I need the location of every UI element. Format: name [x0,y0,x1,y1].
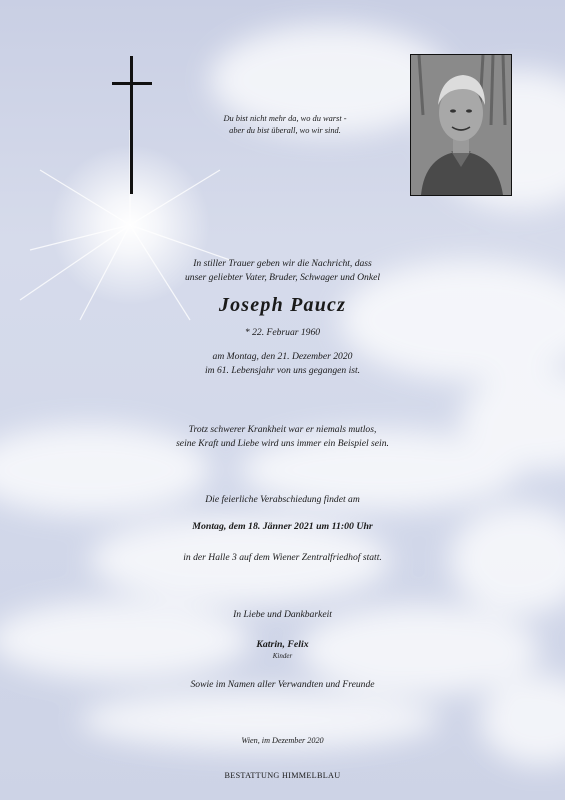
quote-line-1: Du bist nicht mehr da, wo du warst - [223,114,347,123]
mourners-intro: In Liebe und Dankbarkeit [233,609,332,620]
mourners-others: Sowie im Namen aller Verwandten und Freunde [190,679,375,690]
death-info [80,350,485,378]
ceremony-intro: Die feierliche Verabschiedung findet am [205,494,360,505]
portrait-photo [410,54,512,196]
birth-date: * 22. Februar 1960 [244,327,321,338]
announcement-line-1: In stiller Trauer geben wir die Nachricht, dass [193,258,372,269]
tribute-line-2: seine Kraft und Liebe wird uns immer ein Beispiel sein. [176,438,389,449]
quote-line-2: aber du bist überall, wo wir sind. [229,126,341,135]
death-age: im 61. Lebensjahr von uns gegangen ist. [204,365,361,376]
place-date: Wien, im Dezember 2020 [241,736,324,745]
announcement-intro [80,257,485,285]
cross-icon [130,56,133,194]
death-date: am Montag, den 21. Dezember 2020 [212,351,353,362]
ceremony-location: in der Halle 3 auf dem Wiener Zentralfriedhof statt. [183,552,382,563]
quote [190,113,380,137]
announcement-line-2: unser geliebter Vater, Bruder, Schwager und Onkel [184,272,381,283]
portrait-image [411,55,511,195]
deceased-name: Joseph Paucz [218,294,347,316]
cross-icon-crossbar [112,82,152,85]
mourners-relation: Kinder [272,652,293,660]
tribute-line-1: Trotz schwerer Krankheit war er niemals mutlos, [188,424,377,435]
undertaker-name: BESTATTUNG HIMMELBLAU [224,771,341,780]
mourners-names: Katrin, Felix [256,639,309,650]
ceremony-datetime: Montag, dem 18. Jänner 2021 um 11:00 Uhr [192,521,373,532]
tribute [80,423,485,451]
